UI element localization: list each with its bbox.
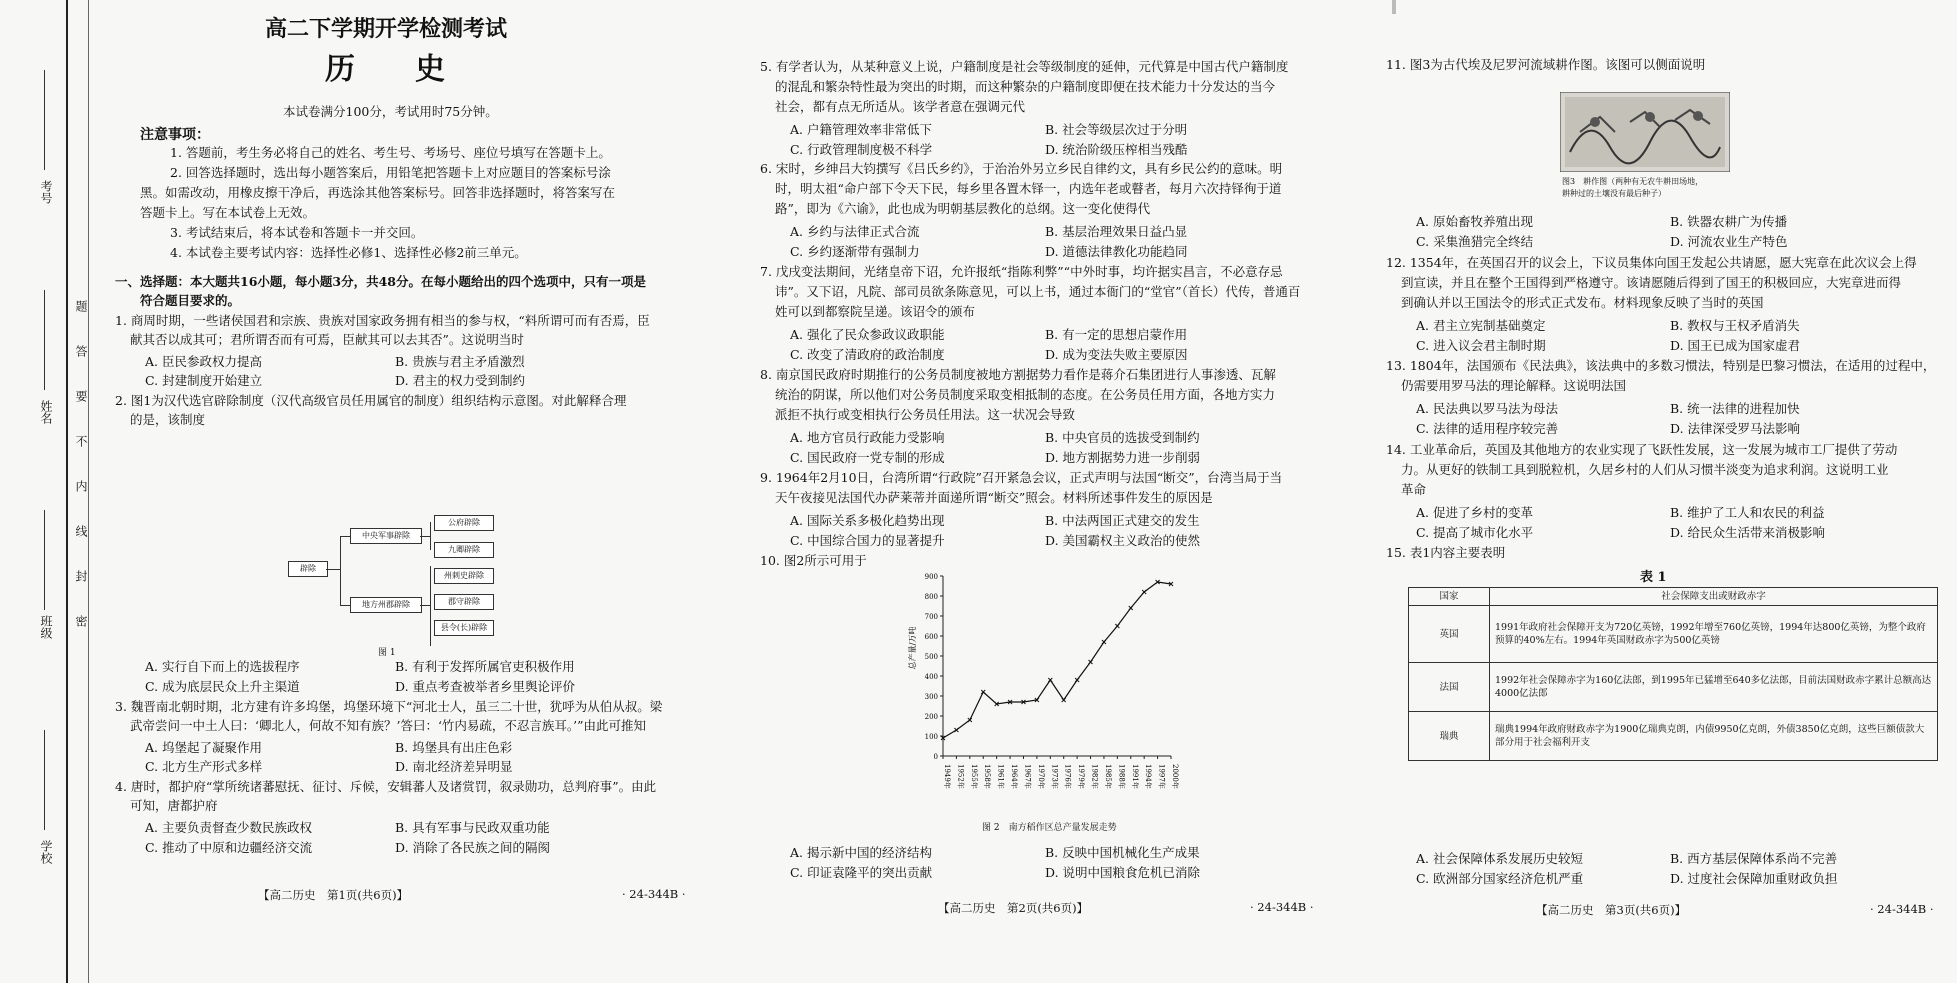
option-d[interactable]: D. 重点考查被举者乡里舆论评价 xyxy=(395,679,576,694)
option-b[interactable]: B. 基层治理效果日益凸显 xyxy=(1045,224,1188,239)
figure-3-relief-image xyxy=(1560,92,1730,172)
question-4: 4. 唐时，都护府“掌所统诸蕃慰抚、征讨、斥候，安辑蕃人及诸赏罚，叙录勋功，总判府事”。由此 xyxy=(115,779,657,794)
option-a[interactable]: A. 国际关系多极化趋势出现 xyxy=(790,513,945,528)
option-c[interactable]: C. 采集渔猎完全终结 xyxy=(1416,234,1534,249)
option-b[interactable]: B. 坞堡具有出庄色彩 xyxy=(395,740,513,755)
x-tick-label: 1979年 xyxy=(1077,764,1086,789)
x-tick-label: 1961年 xyxy=(996,764,1005,789)
option-b[interactable]: B. 统一法律的进程加快 xyxy=(1670,401,1800,416)
question-13: 13. 1804年，法国颁布《民法典》，该法典中的多数习惯法，特别是巴黎习惯法，在适用的过程中， xyxy=(1386,358,1936,373)
option-a[interactable]: A. 原始畜牧养殖出现 xyxy=(1416,214,1533,229)
table-row xyxy=(1409,712,1938,761)
table-cell-country: 瑞典 xyxy=(1409,712,1490,761)
data-point xyxy=(1048,678,1052,682)
connector xyxy=(430,566,431,646)
section-heading-cont: 符合题目要求的。 xyxy=(140,293,241,308)
option-a[interactable]: A. 社会保障体系发展历史较短 xyxy=(1416,851,1583,866)
question-1-cont: 献其否以成其可；君所谓否而有可焉，臣献其可以去其否”。这说明当时 xyxy=(130,332,524,347)
seal-char: 封 xyxy=(74,570,88,582)
x-tick-label: 1949年 xyxy=(943,764,951,789)
y-tick-label: 0 xyxy=(933,753,938,761)
data-point xyxy=(1142,590,1146,594)
question-8: 8. 南京国民政府时期推行的公务员制度被地方割据势力看作是蒋介石集团进行人事渗透、瓦解 xyxy=(760,367,1276,382)
school-label: 学校 xyxy=(39,840,53,864)
question-1: 1. 商周时期，一些诸侯国君和宗族、贵族对国家政务拥有相当的参与权，“料所谓可而有否焉，臣 xyxy=(115,313,650,328)
org-leaf: 县令(长)辟除 xyxy=(434,620,494,636)
option-b[interactable]: B. 具有军事与民政双重功能 xyxy=(395,820,550,835)
series-line xyxy=(943,582,1171,738)
question-2: 2. 图1为汉代选官辟除制度（汉代高级官员任用属官的制度）组织结构示意图。对此解释合理 xyxy=(115,393,627,408)
option-a[interactable]: A. 坞堡起了凝聚作用 xyxy=(145,740,262,755)
option-c[interactable]: C. 封建制度开始建立 xyxy=(145,373,263,388)
x-tick-label: 1991年 xyxy=(1130,764,1139,789)
connector xyxy=(420,536,430,537)
page-footer: 【高二历史 第3页(共6页)】 xyxy=(1536,903,1687,917)
seal-char: 要 xyxy=(74,390,88,402)
data-point xyxy=(1129,606,1133,610)
question-7: 7. 戊戌变法期间，光绪皇帝下诏，允许报纸“指陈利弊”“中外时事，均许据实昌言，不必意存忌 xyxy=(760,264,1283,279)
option-c[interactable]: C. 法律的适用程序较完善 xyxy=(1416,421,1559,436)
option-b[interactable]: B. 教权与王权矛盾消失 xyxy=(1670,318,1800,333)
y-tick-label: 900 xyxy=(924,573,938,581)
question-4-cont: 可知，唐都护府 xyxy=(130,798,218,813)
note-line: 2. 回答选择题时，选出每小题答案后，用铅笔把答题卡上对应题目的答案标号涂 xyxy=(170,165,611,180)
figure-2-line-chart xyxy=(905,568,1185,816)
class-label: 班级 xyxy=(39,615,53,639)
org-leaf: 公府辟除 xyxy=(434,515,494,531)
connector xyxy=(340,536,341,606)
seal-char: 题 xyxy=(74,300,88,312)
table-row xyxy=(1409,663,1938,712)
note-line: 3. 考试结束后，将本试卷和答题卡一并交回。 xyxy=(170,225,424,240)
question-2-cont: 的是，该制度 xyxy=(130,412,206,427)
table-cell-content: 1991年政府社会保障开支为720亿英镑，1992年增至760亿英镑，1994年达800亿英镑，为整个政府预算的40%左右。1994年英国财政赤字为500亿英镑 xyxy=(1490,606,1938,663)
x-axis xyxy=(943,756,1180,789)
question-14-cont: 力。从更好的铁制工具到脱粒机，久居乡村的人们从习惯半淡变为追求利润。这说明工业 xyxy=(1401,462,1889,477)
seal-char: 线 xyxy=(74,525,88,537)
option-c[interactable]: C. 成为底层民众上升主渠道 xyxy=(145,679,300,694)
org-leaf: 九卿辟除 xyxy=(434,542,494,558)
table-row xyxy=(1409,606,1938,663)
y-tick-label: 600 xyxy=(924,633,938,641)
seal-char: 内 xyxy=(74,480,88,492)
question-13-cont: 仍需要用罗马法的理论解释。这说明法国 xyxy=(1401,378,1627,393)
org-leaf: 郡守辟除 xyxy=(434,594,494,610)
note-line: 1. 答题前，考生务必将自己的姓名、考生号、考场号、座位号填写在答题卡上。 xyxy=(170,145,611,160)
table-cell-content: 1992年社会保障赤字为160亿法郎，到1995年已猛增至640多亿法郎，目前法国财政赤字累计总额高达4000亿法郎 xyxy=(1490,663,1938,712)
question-12-cont: 到确认并以王国法令的形式正式发布。材料现象反映了当时的英国 xyxy=(1401,295,1764,310)
option-a[interactable]: A. 揭示新中国的经济结构 xyxy=(790,845,932,860)
option-c[interactable]: C. 印证袁隆平的突出贡献 xyxy=(790,865,933,880)
x-tick-label: 1964年 xyxy=(1010,764,1019,789)
option-c[interactable]: C. 北方生产形式多样 xyxy=(145,759,263,774)
option-d[interactable]: D. 法律深受罗马法影响 xyxy=(1670,421,1801,436)
seal-char: 答 xyxy=(74,345,88,357)
option-c[interactable]: C. 进入议会君主制时期 xyxy=(1416,338,1546,353)
x-tick-label: 1976年 xyxy=(1063,764,1072,789)
question-3: 3. 魏晋南北朝时期，北方建有许多坞堡，坞堡环境下“河北士人，虽三二十世，犹呼为从伯从叔。梁 xyxy=(115,699,663,714)
table-1 xyxy=(1408,587,1938,761)
option-d[interactable]: D. 道德法律教化功能趋同 xyxy=(1045,244,1188,259)
question-8-cont: 派拒不执行或变相执行公务员任用法。这一状况会导致 xyxy=(775,407,1076,422)
note-line: 答题卡上。写在本试卷上无效。 xyxy=(140,205,316,220)
question-3-cont: 武帝尝问一中土人曰：‘卿北人，何故不知有族？’答曰：‘竹内易疏，不忍言族耳。’”由此可推知 xyxy=(130,718,647,733)
option-a[interactable]: A. 臣民参政权力提高 xyxy=(145,354,262,369)
page-footer: 【高二历史 第1页(共6页)】 xyxy=(258,888,409,902)
x-tick-label: 1994年 xyxy=(1144,764,1153,789)
option-c[interactable]: C. 欧洲部分国家经济危机严重 xyxy=(1416,871,1584,886)
notes-title: 注意事项： xyxy=(140,127,210,143)
exam-number-blank xyxy=(44,70,45,170)
option-a[interactable]: A. 民法典以罗马法为母法 xyxy=(1416,401,1558,416)
option-c[interactable]: C. 推动了中原和边疆经济交流 xyxy=(145,840,313,855)
question-12: 12. 1354年，在英国召开的议会上，下议员集体向国王发起公共请愿，愿大宪章在此次议会上得 xyxy=(1386,255,1917,270)
exam-code: · 24-344B · xyxy=(1870,902,1934,916)
note-line: 4. 本试卷主要考试内容：选择性必修1、选择性必修2前三单元。 xyxy=(170,245,527,260)
option-d[interactable]: D. 河流农业生产特色 xyxy=(1670,234,1788,249)
option-a[interactable]: A. 实行自下而上的选拔程序 xyxy=(145,659,300,674)
x-tick-label: 1985年 xyxy=(1103,764,1112,789)
option-b[interactable]: B. 中央官员的选拔受到制约 xyxy=(1045,430,1200,445)
figure-1-caption: 图 1 xyxy=(378,648,396,658)
section-heading: 一、选择题：本大题共16小题，每小题3分，共48分。在每小题给出的四个选项中，只有一项是 xyxy=(115,274,646,289)
table-header-cell: 社会保障支出或财政赤字 xyxy=(1490,588,1938,606)
option-d[interactable]: D. 地方割据势力进一步削弱 xyxy=(1045,450,1201,465)
page-footer: 【高二历史 第2页(共6页)】 xyxy=(938,901,1089,915)
question-9-cont: 天午夜接见法国代办萨莱蒂并面递所谓“断交”照会。材料所述事件发生的原因是 xyxy=(775,490,1213,505)
question-10: 10. 图2所示可用于 xyxy=(760,553,867,568)
x-tick-label: 1982年 xyxy=(1090,764,1099,789)
data-point xyxy=(1089,660,1093,664)
option-c[interactable]: C. 改变了清政府的政治制度 xyxy=(790,347,945,362)
data-point xyxy=(1102,640,1106,644)
option-b[interactable]: B. 西方基层保障体系尚不完善 xyxy=(1670,851,1838,866)
question-6-cont: 路”，即为《六谕》，此也成为明朝基层教化的总纲。这一变化使得代 xyxy=(775,201,1151,216)
data-point xyxy=(981,690,985,694)
option-a[interactable]: A. 户籍管理效率非常低下 xyxy=(790,122,932,137)
option-a[interactable]: A. 君主立宪制基础奠定 xyxy=(1416,318,1546,333)
option-c[interactable]: C. 国民政府一党专制的形成 xyxy=(790,450,945,465)
exam-page-2 xyxy=(760,0,1340,983)
name-blank xyxy=(44,290,45,390)
data-point xyxy=(1115,624,1119,628)
option-c[interactable]: C. 中国综合国力的显著提升 xyxy=(790,533,945,548)
x-tick-label: 1958年 xyxy=(983,764,992,789)
school-blank xyxy=(44,730,45,830)
table-cell-content: 瑞典1994年政府财政赤字为1900亿瑞典克朗，内债9950亿克朗，外债3850亿克朗，这些巨额债款大部分用于社会福利开支 xyxy=(1490,712,1938,761)
y-axis-label: 总产量/万吨 xyxy=(908,626,917,670)
seal-char: 不 xyxy=(74,435,88,447)
exam-page-3 xyxy=(1340,0,1957,983)
option-b[interactable]: B. 铁器农耕广为传播 xyxy=(1670,214,1788,229)
x-tick-label: 1988年 xyxy=(1117,764,1126,789)
option-d[interactable]: D. 说明中国粮食危机已消除 xyxy=(1045,865,1201,880)
y-tick-label: 700 xyxy=(924,613,938,621)
option-c[interactable]: C. 行政管理制度极不科学 xyxy=(790,142,933,157)
y-tick-label: 200 xyxy=(924,713,938,721)
option-b[interactable]: B. 贵族与君主矛盾激烈 xyxy=(395,354,525,369)
table-header-row xyxy=(1409,588,1938,606)
data-point xyxy=(1062,698,1066,702)
org-leaf: 州刺史辟除 xyxy=(434,568,494,584)
org-local: 地方州郡辟除 xyxy=(350,597,422,613)
option-d[interactable]: D. 南北经济差异明显 xyxy=(395,759,513,774)
y-tick-label: 100 xyxy=(924,733,938,741)
option-d[interactable]: D. 君主的权力受到制约 xyxy=(395,373,526,388)
question-5-cont: 的混乱和繁杂特性最为突出的时期，而这种繁杂的户籍制度即便在技术能力十分发达的当今 xyxy=(775,79,1276,94)
question-6: 6. 宋时，乡绅吕大钧撰写《吕氏乡约》，于治治外另立乡民自律约文，具有乡民公约的意味。明 xyxy=(760,161,1283,176)
option-a[interactable]: A. 地方官员行政能力受影响 xyxy=(790,430,945,445)
data-point xyxy=(968,718,972,722)
subject-title: 历 史 xyxy=(325,52,445,87)
question-14-cont: 革命 xyxy=(1401,482,1427,497)
binding-line xyxy=(66,0,68,983)
x-tick-label: 1973年 xyxy=(1050,764,1059,789)
option-b[interactable]: B. 维护了工人和农民的利益 xyxy=(1670,505,1825,520)
y-tick-label: 300 xyxy=(924,693,938,701)
connector xyxy=(326,569,340,570)
question-14: 14. 工业革命后，英国及其他地方的农业实现了飞跃性发展，这一发展为城市工厂提供了劳动 xyxy=(1386,442,1898,457)
connector xyxy=(340,605,350,606)
option-a[interactable]: A. 主要负责督查少数民族政权 xyxy=(145,820,312,835)
option-b[interactable]: B. 反映中国机械化生产成果 xyxy=(1045,845,1200,860)
question-12-cont: 到宣读，并且在整个王国得到严格遵守。该请愿随后得到了国王的积极回应，大宪章进而得 xyxy=(1401,275,1902,290)
x-tick-label: 1955年 xyxy=(969,764,978,789)
option-a[interactable]: A. 促进了乡村的变革 xyxy=(1416,505,1533,520)
exam-info: 本试卷满分100分，考试用时75分钟。 xyxy=(283,104,498,119)
data-point xyxy=(954,728,958,732)
question-15: 15. 表1内容主要表明 xyxy=(1386,545,1506,560)
option-d[interactable]: D. 国王已成为国家虚君 xyxy=(1670,338,1801,353)
question-5: 5. 有学者认为，从某种意义上说，户籍制度是社会等级制度的延伸，元代算是中国古代户籍制度 xyxy=(760,59,1289,74)
option-d[interactable]: D. 过度社会保障加重财政负担 xyxy=(1670,871,1838,886)
question-11: 11. 图3为古代埃及尼罗河流域耕作图。该图可以侧面说明 xyxy=(1386,57,1706,72)
org-central: 中央军事辟除 xyxy=(350,528,422,544)
figure-3-caption-cont: 耕种过的土壤没有最后种子） xyxy=(1562,189,1666,198)
option-b[interactable]: B. 有利于发挥所属官吏积极作用 xyxy=(395,659,575,674)
exam-page-1 xyxy=(0,0,760,983)
question-8-cont: 统治的阴谋，所以他们对公务员制度采取变相抵制的态度。在公务员任用方面，各地方实力 xyxy=(775,387,1276,402)
option-a[interactable]: A. 强化了民众参政议政职能 xyxy=(790,327,945,342)
option-d[interactable]: D. 成为变法失败主要原因 xyxy=(1045,347,1188,362)
connector xyxy=(430,522,431,550)
class-blank xyxy=(44,510,45,610)
option-b[interactable]: B. 中法两国正式建交的发生 xyxy=(1045,513,1200,528)
y-tick-label: 400 xyxy=(924,673,938,681)
option-b[interactable]: B. 社会等级层次过于分明 xyxy=(1045,122,1188,137)
y-tick-label: 500 xyxy=(924,653,938,661)
figure-3-caption: 图3 耕作图（两种有无农牛耕田场地， xyxy=(1562,177,1704,186)
scan-mark xyxy=(1392,0,1396,14)
exam-code: · 24-344B · xyxy=(1250,900,1314,914)
question-7-cont: 姓可以到都察院呈递。该诏令的颁布 xyxy=(775,304,976,319)
table-header-cell: 国家 xyxy=(1409,588,1490,606)
x-tick-label: 1967年 xyxy=(1023,764,1032,789)
option-c[interactable]: C. 提高了城市化水平 xyxy=(1416,525,1534,540)
connector xyxy=(340,536,350,537)
question-7-cont: 讳”。又下诏，凡院、部司员欲条陈意见，可以上书，通过本衙门的“堂官”（首长）代传，普通百 xyxy=(775,284,1301,299)
table-1-title: 表 1 xyxy=(1640,570,1667,585)
question-9: 9. 1964年2月10日，台湾所谓“行政院”召开紧急会议，正式声明与法国“断交”，台湾当局于当 xyxy=(760,470,1283,485)
connector xyxy=(420,605,430,606)
option-b[interactable]: B. 有一定的思想启蒙作用 xyxy=(1045,327,1188,342)
option-d[interactable]: D. 统治阶级压榨相当残酷 xyxy=(1045,142,1188,157)
x-tick-label: 1970年 xyxy=(1036,764,1045,789)
table-cell-country: 法国 xyxy=(1409,663,1490,712)
series xyxy=(941,580,1173,740)
option-c[interactable]: C. 乡约逐渐带有强制力 xyxy=(790,244,920,259)
exam-code: · 24-344B · xyxy=(622,887,686,901)
seal-char: 密 xyxy=(74,615,88,627)
x-tick-label: 1997年 xyxy=(1157,764,1166,789)
option-d[interactable]: D. 给民众生活带来消极影响 xyxy=(1670,525,1826,540)
y-tick-label: 800 xyxy=(924,593,938,601)
x-tick-label: 2000年 xyxy=(1171,764,1179,789)
data-point xyxy=(1075,678,1079,682)
name-label: 姓名 xyxy=(39,400,53,424)
option-d[interactable]: D. 美国霸权主义政治的使然 xyxy=(1045,533,1201,548)
question-6-cont: 时，明太祖“命户部下令天下民，每乡里各置木铎一，内选年老或瞽者，每月六次持铎徇于道 xyxy=(775,181,1282,196)
option-a[interactable]: A. 乡约与法律正式合流 xyxy=(790,224,920,239)
x-tick-label: 1952年 xyxy=(956,764,965,789)
note-line: 黑。如需改动，用橡皮擦干净后，再选涂其他答案标号。回答非选择题时，将答案写在 xyxy=(140,185,616,200)
table-cell-country: 英国 xyxy=(1409,606,1490,663)
option-d[interactable]: D. 消除了各民族之间的隔阂 xyxy=(395,840,551,855)
figure-2-caption: 图 2 南方稻作区总产量发展走势 xyxy=(982,823,1117,833)
question-5-cont: 社会，都有点无所适从。该学者意在强调元代 xyxy=(775,99,1026,114)
y-axis xyxy=(925,573,943,761)
org-root: 辟除 xyxy=(288,561,328,577)
exam-number-label: 考号 xyxy=(39,180,53,204)
exam-title: 高二下学期开学检测考试 xyxy=(265,17,508,42)
